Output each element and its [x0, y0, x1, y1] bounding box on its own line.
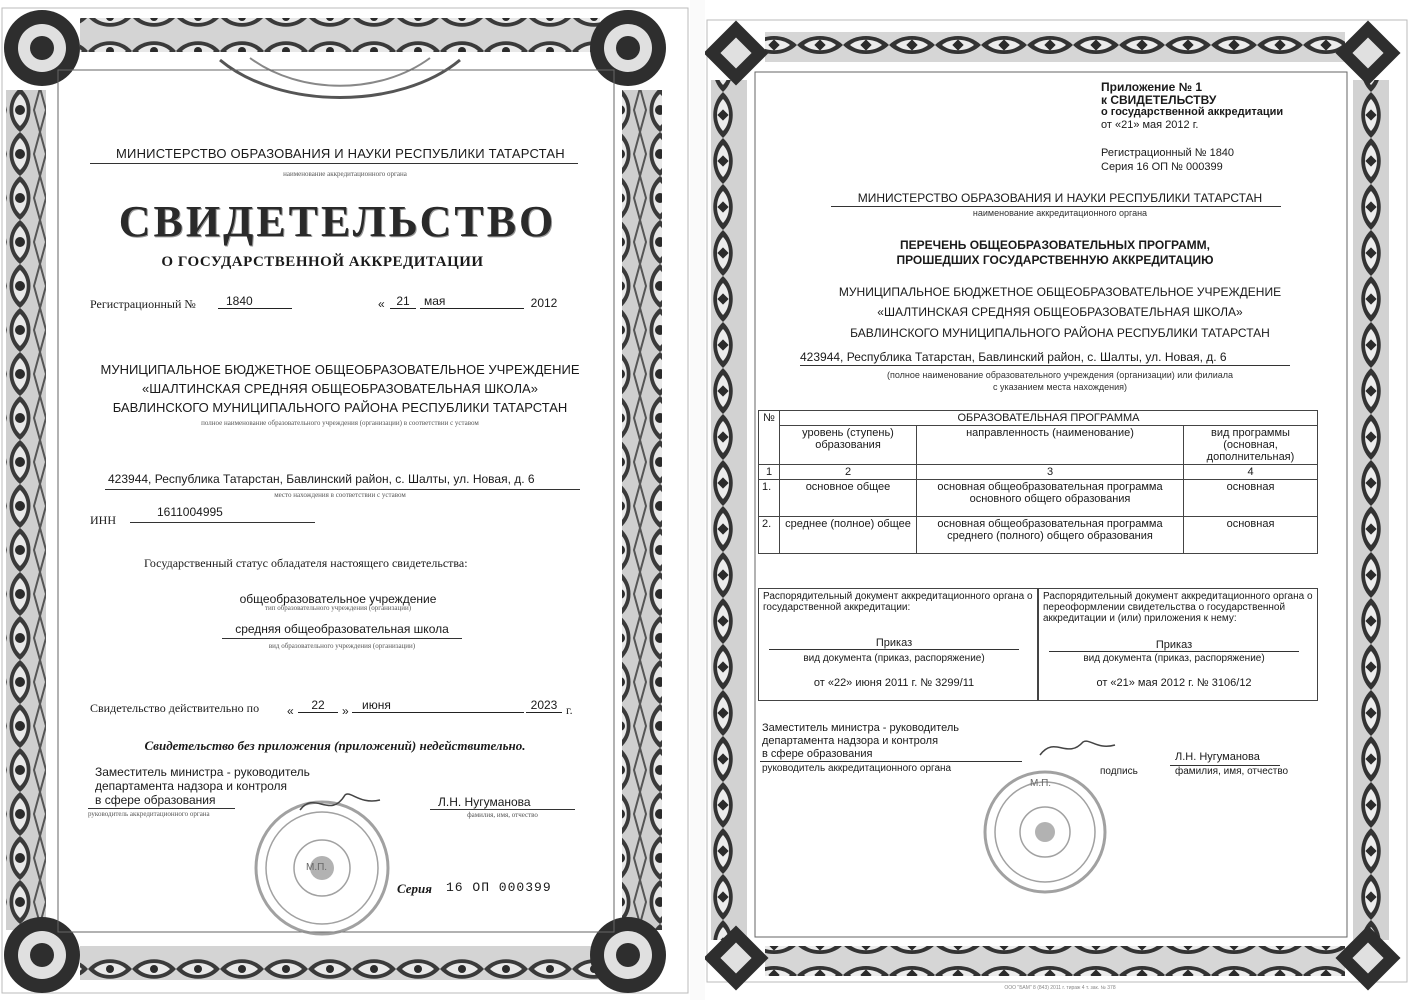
programs-table	[758, 410, 1318, 554]
underline	[800, 365, 1290, 366]
table-cell: 1.	[759, 480, 780, 517]
table-number-row	[759, 465, 1318, 480]
series-line: Серия 16 ОП № 000399	[1101, 161, 1223, 173]
validity-month: июня	[352, 698, 524, 713]
underline	[88, 808, 235, 809]
order-doc-type: Приказ	[1049, 639, 1299, 652]
signer-title-line: в сфере образования	[762, 748, 873, 760]
order-doc-type-caption: вид документа (приказ, распоряжение)	[1083, 653, 1265, 664]
appendix-date: от «21» мая 2012 г.	[1101, 119, 1199, 131]
stamp-mp: М.П.	[1030, 778, 1052, 789]
table-row	[759, 517, 1318, 554]
signer-title-line: департамента надзора и контроля	[762, 735, 939, 747]
print-footer: ООО "БАМ" 8 (843) 2011 г. тираж 4 т. зак. № 378	[1004, 985, 1116, 991]
organization-name-line: «ШАЛТИНСКАЯ СРЕДНЯЯ ОБЩЕОБРАЗОВАТЕЛЬНАЯ ШКОЛА»	[142, 381, 538, 396]
list-title: ПЕРЕЧЕНЬ ОБЩЕОБРАЗОВАТЕЛЬНЫХ ПРОГРАММ,	[900, 238, 1210, 252]
signer-name-caption: фамилия, имя, отчество	[1175, 766, 1289, 777]
organization-name-line: БАВЛИНСКОГО МУНИЦИПАЛЬНОГО РАЙОНА РЕСПУБЛИКИ ТАТАРСТАН	[850, 326, 1270, 340]
validity-year: 2023	[526, 698, 562, 713]
validity-label: Свидетельство действительно по	[90, 701, 260, 715]
table-cell: основное общее	[780, 480, 917, 517]
stamp-mp: М.П.	[306, 862, 328, 873]
signer-title-line: Заместитель министра - руководитель	[95, 765, 310, 779]
underline	[831, 206, 1281, 207]
ministry-name: МИНИСТЕРСТВО ОБРАЗОВАНИЯ И НАУКИ РЕСПУБЛИКИ ТАТАРСТАН	[116, 146, 565, 161]
order-doc-reference: от «22» июня 2011 г. № 3299/11	[813, 677, 975, 689]
order-doc-type-caption: вид документа (приказ, распоряжение)	[803, 653, 985, 664]
appendix-heading: о государственной аккредитации	[1101, 106, 1284, 118]
registration-year: 2012	[530, 296, 558, 310]
appendix-page	[705, 0, 1415, 1000]
underline	[222, 638, 462, 639]
table-col-level: уровень (ступень) образования	[780, 426, 917, 465]
status-kind: средняя общеобразовательная школа	[235, 622, 449, 636]
table-cell: 4	[1184, 465, 1318, 480]
order-doc-reference: от «21» мая 2012 г. № 3106/12	[1096, 677, 1252, 689]
signer-name: Л.Н. Нугуманова	[1175, 751, 1260, 763]
registration-day: 21	[390, 294, 416, 309]
underline	[430, 809, 575, 810]
table-cell: основная	[1184, 517, 1318, 554]
organization-caption: полное наименование образовательного учреждения (организации) в соответствии с уставом	[201, 419, 479, 427]
table-header-row	[759, 426, 1318, 465]
list-title: ПРОШЕДШИХ ГОСУДАРСТВЕННУЮ АККРЕДИТАЦИЮ	[896, 253, 1214, 267]
registration-label: Регистрационный №	[90, 297, 196, 311]
status-type: общеобразовательное учреждение	[239, 592, 437, 606]
organization-caption: (полное наименование образовательного учреждения (организации) или филиала	[886, 370, 1234, 380]
table-cell: 2.	[759, 517, 780, 554]
quote-mark: »	[342, 704, 349, 718]
signer-caption: руководитель аккредитационного органа	[88, 810, 210, 818]
organization-caption: с указанием места нахождения)	[992, 382, 1127, 392]
table-cell: среднее (полное) общее	[780, 517, 917, 554]
signer-caption: руководитель аккредитационного органа	[762, 763, 952, 774]
signer-title-line: департамента надзора и контроля	[95, 779, 288, 793]
signer-title-line: Заместитель министра - руководитель	[762, 722, 959, 734]
official-seal	[985, 772, 1105, 892]
quote-mark: «	[287, 704, 294, 718]
year-suffix: г.	[566, 703, 573, 717]
status-type-caption: тип образовательного учреждения (организации)	[264, 604, 412, 612]
inn-value: 1611004995	[157, 505, 223, 519]
address: 423944, Республика Татарстан, Бавлинский район, с. Шалты, ул. Новая, д. 6	[800, 350, 1227, 364]
table-header-program: ОБРАЗОВАТЕЛЬНАЯ ПРОГРАММА	[780, 411, 1318, 426]
ministry-name: МИНИСТЕРСТВО ОБРАЗОВАНИЯ И НАУКИ РЕСПУБЛИКИ ТАТАРСТАН	[857, 191, 1263, 205]
order-heading: Распорядительный документ аккредитационного органа о государственной аккредитации:	[763, 591, 1033, 613]
signature	[300, 794, 380, 810]
signer-title-line: в сфере образования	[95, 793, 216, 807]
organization-name-line: «ШАЛТИНСКАЯ СРЕДНЯЯ ОБЩЕОБРАЗОВАТЕЛЬНАЯ ШКОЛА»	[877, 305, 1243, 319]
appendix-heading: Приложение № 1	[1101, 80, 1203, 94]
signer-name-caption: фамилия, имя, отчество	[467, 811, 538, 819]
table-cell: 2	[780, 465, 917, 480]
registration-line: Регистрационный № 1840	[1101, 147, 1235, 159]
series-number: 16 ОП 000399	[446, 880, 552, 895]
address-caption: место нахождения в соответствии с уставом	[274, 491, 406, 499]
order-document-accreditation	[758, 588, 1038, 701]
authority-caption: наименование аккредитационного органа	[972, 208, 1148, 218]
organization-name-line: МУНИЦИПАЛЬНОЕ БЮДЖЕТНОЕ ОБЩЕОБРАЗОВАТЕЛЬНОЕ УЧРЕЖДЕНИЕ	[838, 285, 1282, 299]
table-row	[759, 480, 1318, 517]
table-cell: основная	[1184, 480, 1318, 517]
appendix-heading: к СВИДЕТЕЛЬСТВУ	[1101, 93, 1217, 107]
status-kind-caption: вид образовательного учреждения (организации)	[268, 642, 416, 650]
underline	[760, 761, 1022, 762]
certificate-page	[0, 0, 690, 1000]
organization-name-line: МУНИЦИПАЛЬНОЕ БЮДЖЕТНОЕ ОБЩЕОБРАЗОВАТЕЛЬНОЕ УЧРЕЖДЕНИЕ	[100, 362, 580, 377]
underline	[105, 489, 580, 490]
table-col-direction: направленность (наименование)	[917, 426, 1184, 465]
registration-number: 1840	[218, 294, 292, 309]
underline	[130, 522, 315, 523]
authority-caption: наименование аккредитационного органа	[283, 170, 407, 178]
table-col-type: вид программы (основная, дополнительная)	[1184, 426, 1318, 465]
signature-caption: подпись	[1100, 766, 1138, 777]
series-label: Серия	[397, 881, 432, 896]
organization-name-line: БАВЛИНСКОГО МУНИЦИПАЛЬНОГО РАЙОНА РЕСПУБЛИКИ ТАТАРСТАН	[112, 400, 568, 415]
table-cell: 3	[917, 465, 1184, 480]
document-title: СВИДЕТЕЛЬСТВО	[118, 197, 557, 246]
page-gutter	[690, 0, 705, 1000]
table-header-no: №	[759, 411, 780, 465]
table-cell: основная общеобразовательная программа среднего (полного) общего образования	[917, 517, 1184, 554]
inn-label: ИНН	[90, 513, 116, 527]
underline	[90, 163, 578, 164]
address: 423944, Республика Татарстан, Бавлинский район, с. Шалты, ул. Новая, д. 6	[108, 472, 535, 486]
status-heading: Государственный статус обладателя настоящего свидетельства:	[144, 556, 468, 570]
registration-month: мая	[420, 294, 524, 309]
table-cell: основная общеобразовательная программа основного общего образования	[917, 480, 1184, 517]
table-header-row	[759, 411, 1318, 426]
order-doc-type: Приказ	[769, 637, 1019, 650]
signature	[1040, 741, 1115, 755]
order-document-reissue	[1038, 588, 1318, 701]
quote-mark: «	[378, 297, 385, 311]
validity-warning: Свидетельство без приложения (приложений) недействительно.	[144, 738, 526, 753]
document-subtitle: О ГОСУДАРСТВЕННОЙ АККРЕДИТАЦИИ	[161, 254, 484, 270]
validity-day: 22	[298, 698, 338, 713]
signer-name: Л.Н. Нугуманова	[438, 795, 531, 809]
table-cell: 1	[759, 465, 780, 480]
order-heading: Распорядительный документ аккредитационного органа о переоформлении свидетельства о государственной аккредитации и (или) приложения к нему:	[1043, 591, 1313, 624]
